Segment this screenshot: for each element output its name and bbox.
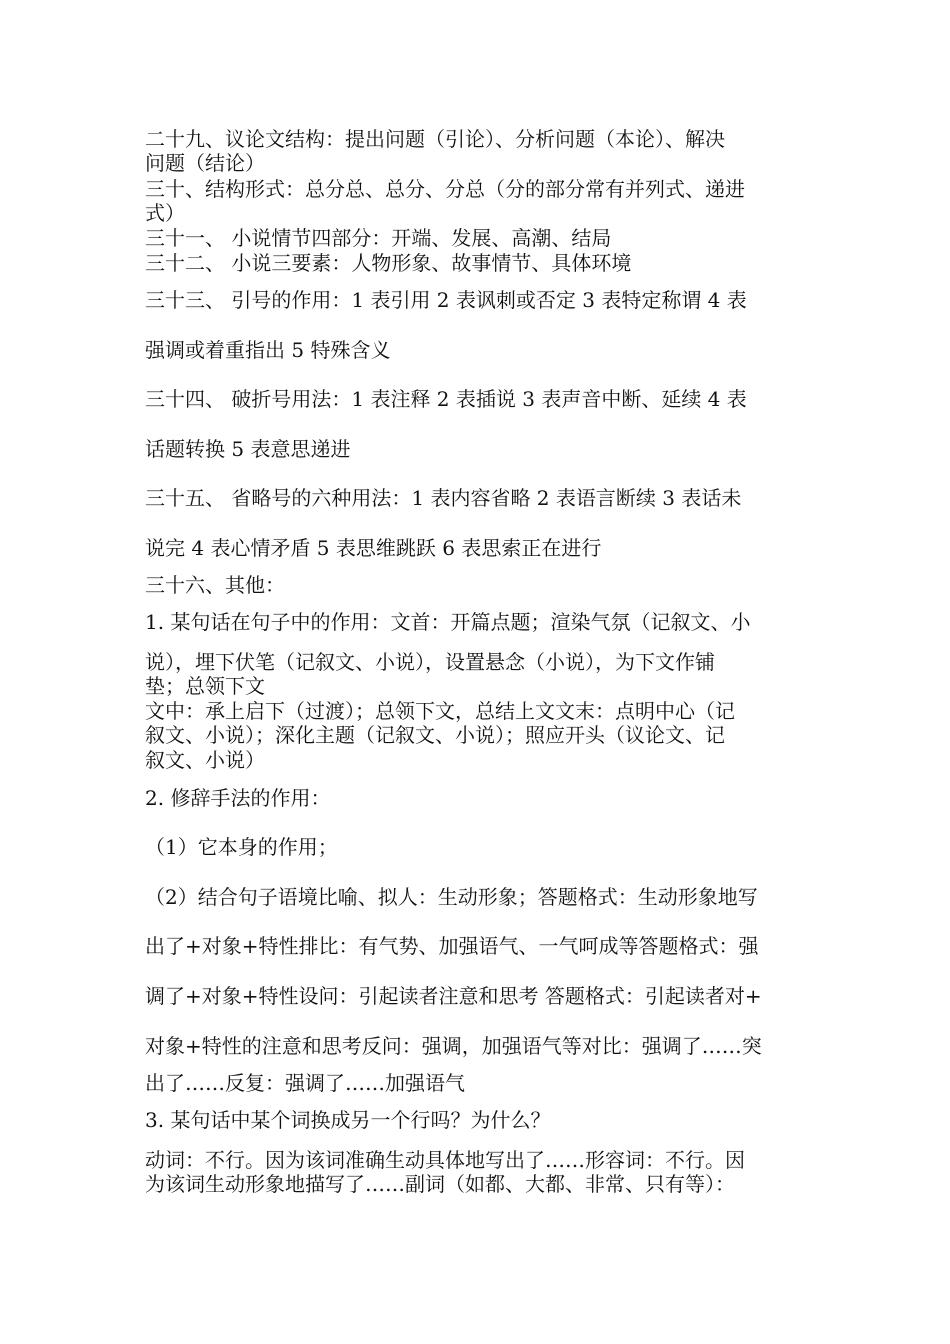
text-line: 垫；总领下文 — [145, 674, 265, 698]
text-line: 二十九、议论文结构：提出问题（引论）、分析问题（本论）、解决 — [145, 127, 725, 151]
text-line: 调了+对象+特性设问：引起读者注意和思考 答题格式：引起读者对+ — [145, 984, 762, 1008]
text-line: 问题（结论） — [145, 151, 265, 175]
text-line: 出了+对象+特性排比：有气势、加强语气、一气呵成等答题格式：强 — [145, 934, 759, 958]
text-line: 三十六、其他： — [145, 573, 285, 597]
text-line: 对象+特性的注意和思考反问：强调，加强语气等对比：强调了……突 — [145, 1034, 762, 1058]
text-line: 话题转换 5 表意思递进 — [145, 437, 351, 461]
text-line: 三十四、 破折号用法：1 表注释 2 表插说 3 表声音中断、延续 4 表 — [145, 387, 747, 411]
text-line: 叙文、小说）；深化主题（记叙文、小说）；照应开头（议论文、记 — [145, 723, 725, 747]
text-line: （2）结合句子语境比喻、拟人：生动形象；答题格式：生动形象地写 — [145, 885, 758, 909]
text-line: 三十一、 小说情节四部分：开端、发展、高潮、结局 — [145, 226, 612, 250]
text-line: 三十三、 引号的作用：1 表引用 2 表讽刺或否定 3 表特定称谓 4 表 — [145, 288, 747, 312]
text-line: 3. 某句话中某个词换成另一个行吗？为什么？ — [145, 1108, 551, 1132]
text-line: 说），埋下伏笔（记叙文、小说），设置悬念（小说），为下文作铺 — [145, 650, 715, 674]
text-line: 1. 某句话在句子中的作用：文首：开篇点题；渲染气氛（记叙文、小 — [145, 610, 751, 634]
text-line: 动词：不行。因为该词准确生动具体地写出了……形容词：不行。因 — [145, 1148, 745, 1172]
text-line: 三十、结构形式：总分总、总分、分总（分的部分常有并列式、递进 — [145, 177, 745, 201]
text-line: 强调或着重指出 5 特殊含义 — [145, 338, 391, 362]
text-line: 三十五、 省略号的六种用法：1 表内容省略 2 表语言断续 3 表话未 — [145, 486, 742, 510]
text-line: 三十二、 小说三要素：人物形象、故事情节、具体环境 — [145, 251, 632, 275]
text-line: （1）它本身的作用； — [145, 835, 338, 859]
text-line: 2. 修辞手法的作用： — [145, 786, 331, 810]
text-line: 叙文、小说） — [145, 748, 265, 772]
text-line: 为该词生动形象地描写了……副词（如都、大都、非常、只有等）： — [145, 1172, 735, 1196]
text-line: 说完 4 表心情矛盾 5 表思维跳跃 6 表思索正在进行 — [145, 536, 602, 560]
text-line: 式） — [145, 201, 185, 225]
text-line: 出了……反复：强调了……加强语气 — [145, 1071, 465, 1095]
text-line: 文中：承上启下（过渡）；总领下文，总结上文文末：点明中心（记 — [145, 699, 735, 723]
